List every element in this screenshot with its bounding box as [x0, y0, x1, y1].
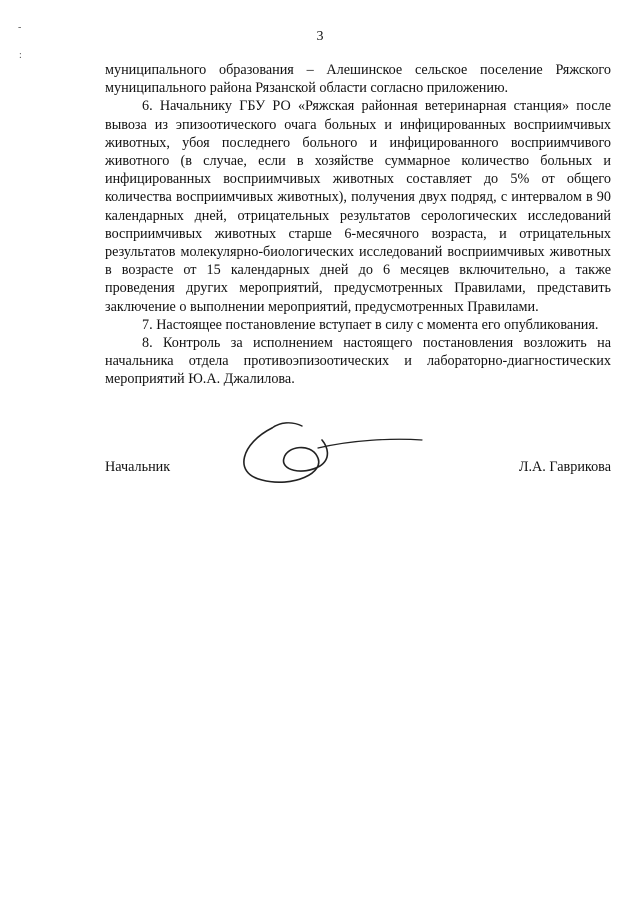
paragraph-continuation: муниципального образования – Алешинское сельское поселение Ряжского муниципального района Рязанской области согласно приложению.	[105, 62, 611, 97]
document-body	[105, 61, 611, 389]
signatory-name: Л.А. Гаврикова	[518, 459, 611, 475]
margin-mark: :	[19, 50, 22, 61]
page-number: 3	[316, 29, 324, 44]
margin-mark: -	[18, 22, 22, 33]
signature-title: Начальник	[105, 459, 171, 475]
paragraph-item-8: 8. Контроль за исполнением настоящего постановления возложить на начальника отдела противоэпизоотических и лабораторно-диагностических мероприятий Ю.А. Джалилова.	[105, 335, 611, 388]
handwritten-signature	[232, 418, 432, 488]
paragraph-item-6: 6. Начальнику ГБУ РО «Ряжская районная ветеринарная станция» после вывоза из эпизоотического очага больных и инфицированных восприимчивых животных, убоя последнего больного и инфицированного восприимчивого животного (в случае, если в хозяйстве суммарное количество больных и инфицированных восприимчивых животных составляет до 5% от общего количества восприимчивых животных), получения двух подряд, с интервалом в 90 календарных дней, отрицательных результатов серологических исследований восприимчивых животных старше 6-месячного возраста, и отрицательных результатов молекулярно-биологических исследований восприимчивых животных в возрасте от 15 календарных дней до 6 месяцев включительно, а также проведения других мероприятий, предусмотренных Правилами, представить заключение о выполнении мероприятий, предусмотренных Правилами.	[105, 98, 611, 315]
paragraph-item-7: 7. Настоящее постановление вступает в силу с момента его опубликования.	[142, 316, 599, 333]
